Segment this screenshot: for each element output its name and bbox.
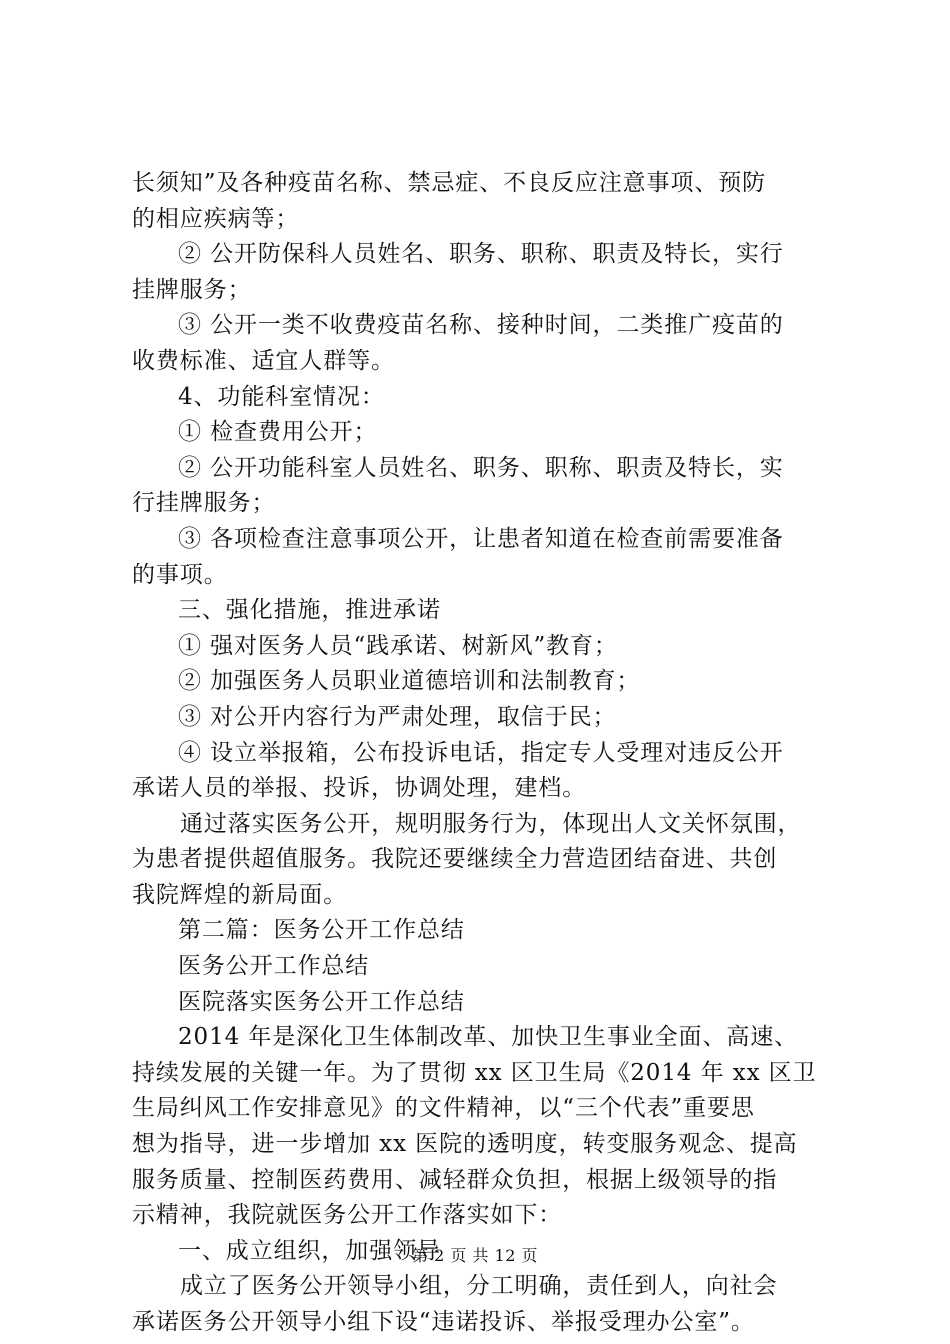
text-line: 的相应疾病等； bbox=[132, 205, 300, 232]
text-line: 通过落实医务公开，规明服务行为，体现出人文关怀氛围， bbox=[180, 810, 802, 837]
text-line: ① 强对医务人员“践承诺、树新风”教育； bbox=[178, 632, 618, 659]
text-line: ② 加强医务人员职业道德培训和法制教育； bbox=[178, 668, 641, 695]
text-line: 医务公开工作总结 bbox=[178, 953, 370, 980]
text-line: 三、强化措施，推进承诺 bbox=[178, 597, 441, 624]
text-line: 收费标准、适宜人群等。 bbox=[132, 347, 395, 374]
text-line: ② 公开功能科室人员姓名、职务、职称、职责及特长，实 bbox=[178, 454, 784, 481]
text-line: 第二篇：医务公开工作总结 bbox=[178, 917, 465, 944]
text-line: 承诺人员的举报、投诉，协调处理，建档。 bbox=[132, 775, 587, 802]
text-line: 为患者提供超值服务。我院还要继续全力营造团结奋进、共创 bbox=[132, 846, 778, 873]
text-line: ③ 公开一类不收费疫苗名称、接种时间，二类推广疫苗的 bbox=[178, 312, 784, 339]
page-footer: 第 2 页 共 12 页 bbox=[412, 1246, 538, 1265]
text-line: 成立了医务公开领导小组，分工明确，责任到人，向社会 bbox=[180, 1273, 778, 1300]
text-line: 承诺医务公开领导小组下设“违诺投诉、举报受理办公室”。 bbox=[132, 1309, 755, 1335]
text-line: 一、成立组织，加强领导 bbox=[178, 1237, 441, 1264]
document-body bbox=[132, 166, 832, 1341]
text-line: 4、功能科室情况： bbox=[178, 383, 385, 410]
text-line: 挂牌服务； bbox=[132, 276, 252, 303]
text-line: ② 公开防保科人员姓名、职务、职称、职责及特长，实行 bbox=[178, 241, 784, 268]
text-line: ④ 设立举报箱，公布投诉电话，指定专人受理对违反公开 bbox=[178, 739, 784, 766]
text-line: 长须知”及各种疫苗名称、禁忌症、不良反应注意事项、预防 bbox=[132, 170, 767, 196]
text-line: 持续发展的关键一年。为了贯彻 xx 区卫生局《2014 年 xx 区卫 bbox=[132, 1059, 817, 1086]
text-line: 我院辉煌的新局面。 bbox=[132, 881, 348, 908]
text-line: 想为指导，进一步增加 xx 医院的透明度，转变服务观念、提高 bbox=[132, 1131, 798, 1158]
text-line: ③ 各项检查注意事项公开，让患者知道在检查前需要准备 bbox=[178, 525, 784, 552]
text-line: 行挂牌服务； bbox=[132, 490, 276, 517]
text-line: ③ 对公开内容行为严肃处理，取信于民； bbox=[178, 703, 617, 730]
text-line: 生局纠风工作安排意见》的文件精神，以“三个代表”重要思 bbox=[132, 1095, 755, 1122]
text-line: 服务质量、控制医药费用、减轻群众负担，根据上级领导的指 bbox=[132, 1166, 778, 1193]
text-line: 的事项。 bbox=[132, 561, 228, 588]
text-line: 医院落实医务公开工作总结 bbox=[178, 988, 465, 1015]
text-line: 2014 年是深化卫生体制改革、加快卫生事业全面、高速、 bbox=[178, 1024, 799, 1051]
text-line: 示精神，我院就医务公开工作落实如下： bbox=[132, 1202, 563, 1229]
text-line: ① 检查费用公开； bbox=[178, 419, 378, 446]
